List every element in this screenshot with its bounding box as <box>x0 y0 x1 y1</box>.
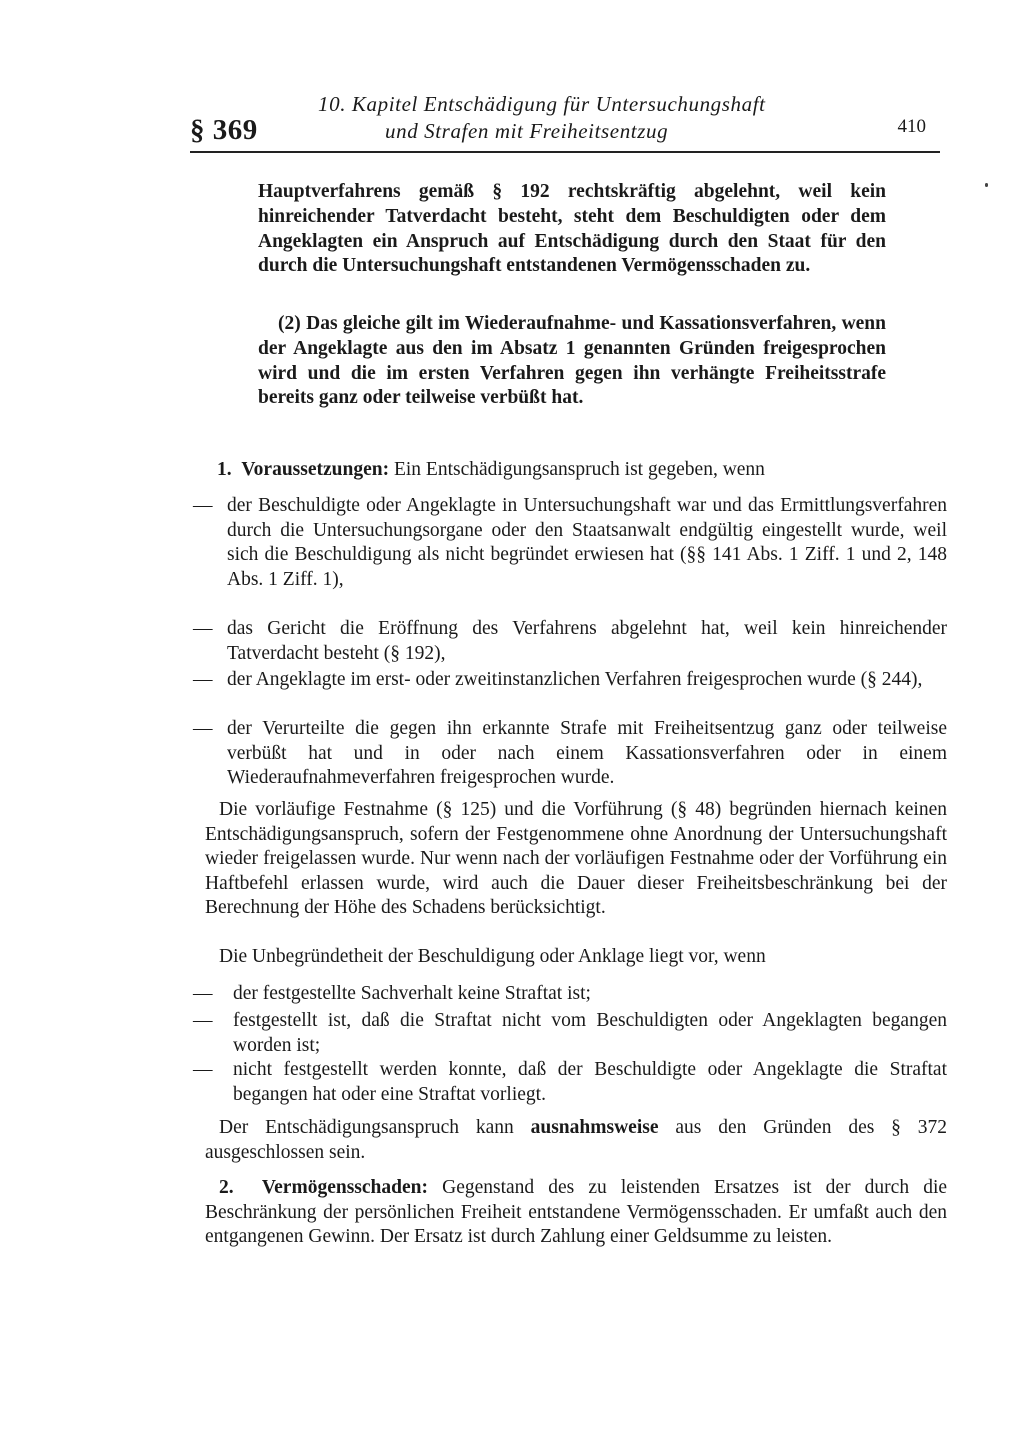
section-1-intro-text: Ein Entschädigungsanspruch ist gegeben, wenn <box>393 459 765 480</box>
list-item-text: der festgestellte Sachverhalt keine Straftat ist; <box>233 983 591 1004</box>
list-item-text: der Beschuldigte oder Angeklagte in Untersuchungshaft war und das Ermittlungsverfahren durch die Untersuchungsorgane oder den Staatsanwalt endgültig eingestellt wurde, weil sich die Beschuldigung als nicht begründet erwiesen hat (§§ 141 Abs. 1 Ziff. 1 und 2, 148 Abs. 1 Ziff. 1), <box>227 495 947 590</box>
section-2-text: Gegenstand des zu leistenden Ersatzes ist der durch die Beschränkung der persönlichen Freiheit entstandene Vermögensschaden. Er umfaßt auch den entgangenen Gewinn. Der Ersatz ist durch Zahlung einer Geldsumme zu leisten. <box>205 1177 948 1248</box>
list-item-text: der Angeklagte im erst- oder zweitinstanzlichen Verfahren freigesprochen wurde (§ 244), <box>227 669 923 690</box>
ausnahme-emphasis: ausnahmsweise <box>530 1117 659 1138</box>
ausnahme-text-after: aus den Gründen des § 372 ausgeschlossen sein. <box>205 1117 948 1163</box>
list-item <box>193 1058 947 1107</box>
dash-marker: — <box>193 1059 213 1080</box>
paragraph-unbegruendetheit: Die Unbegründetheit der Beschuldigung oder Anklage liegt vor, wenn <box>219 946 766 967</box>
list-item-text: der Verurteilte die gegen ihn erkannte Strafe mit Freiheitsentzug ganz oder teilweise verbüßt hat und in oder nach einem Kassationsverfahren oder in einem Wiederaufnahmeverfahren freigesprochen wurde. <box>227 718 947 789</box>
list-item <box>193 668 947 693</box>
paragraph-ausnahme <box>205 1116 947 1165</box>
law-paragraph-2: (2) Das gleiche gilt im Wiederaufnahme- und Kassationsverfahren, wenn der Angeklagte aus den im Absatz 1 genannten Gründen freigesprochen wird und die im ersten Verfahren gegen ihn verhängte Freiheitsstrafe bereits ganz oder teilweise verbüßt hat. <box>258 313 886 409</box>
list-item <box>193 717 947 791</box>
dash-marker: — <box>193 669 213 690</box>
section-1-intro <box>217 458 947 483</box>
list-item-text: das Gericht die Eröffnung des Verfahrens abgelehnt hat, weil kein hinreichender Tatverdacht besteht (§ 192), <box>227 618 947 664</box>
chapter-title-line2: und Strafen mit Freiheitsentzug <box>385 119 669 143</box>
section-2-paragraph <box>205 1176 947 1250</box>
section-1-number: 1. <box>217 459 232 480</box>
ausnahme-text-before: Der Entschädigungsanspruch kann <box>219 1117 514 1138</box>
dash-marker: — <box>193 618 213 639</box>
margin-speck <box>985 183 988 187</box>
paragraph-festnahme: Die vorläufige Festnahme (§ 125) und die Vorführung (§ 48) begründen hiernach keinen Entschädigungsanspruch, sofern der Festgenommene ohne Anordnung der Untersuchungshaft wieder freigelassen wurde. Nur wenn nach der vorläufigen Festnahme oder der Vorführung ein Haftbefehl erlassen wurde, wird auch die Dauer dieser Freiheitsbeschränkung bei der Berechnung der Höhe des Schadens berücksichtigt. <box>205 799 947 919</box>
running-header <box>190 86 940 156</box>
list-item <box>193 494 947 592</box>
dash-marker: — <box>193 983 213 1004</box>
list-item-text: nicht festgestellt werden konnte, daß der Beschuldigte oder Angeklagte die Straftat begangen hat oder eine Straftat vorliegt. <box>233 1059 947 1105</box>
law-paragraph-1: Hauptverfahrens gemäß § 192 rechtskräftig abgelehnt, weil kein hinreichender Tatverdacht besteht, steht dem Beschuldigten oder dem Angeklagten ein Anspruch auf Entschädigung durch den Staat für den durch die Untersuchungshaft entstandenen Vermögensschaden zu. <box>258 181 886 277</box>
section-2-number: 2. <box>219 1177 234 1198</box>
list-item <box>193 982 947 1007</box>
dash-marker: — <box>193 1010 213 1031</box>
page-number: 410 <box>897 116 926 137</box>
chapter-title <box>318 91 766 145</box>
section-number: § 369 <box>190 114 258 146</box>
dash-marker: — <box>193 718 213 739</box>
dash-marker: — <box>193 495 213 516</box>
chapter-title-line1: 10. Kapitel Entschädigung für Untersuchungshaft <box>318 92 766 116</box>
section-2-heading: Vermögensschaden: <box>261 1177 428 1198</box>
list-item-text: festgestellt ist, daß die Straftat nicht vom Beschuldigten oder Angeklagten begangen worden ist; <box>233 1010 947 1056</box>
section-1-heading: Voraussetzungen: <box>241 459 390 480</box>
header-rule <box>190 151 940 153</box>
list-item <box>193 617 947 666</box>
list-item <box>193 1009 947 1058</box>
